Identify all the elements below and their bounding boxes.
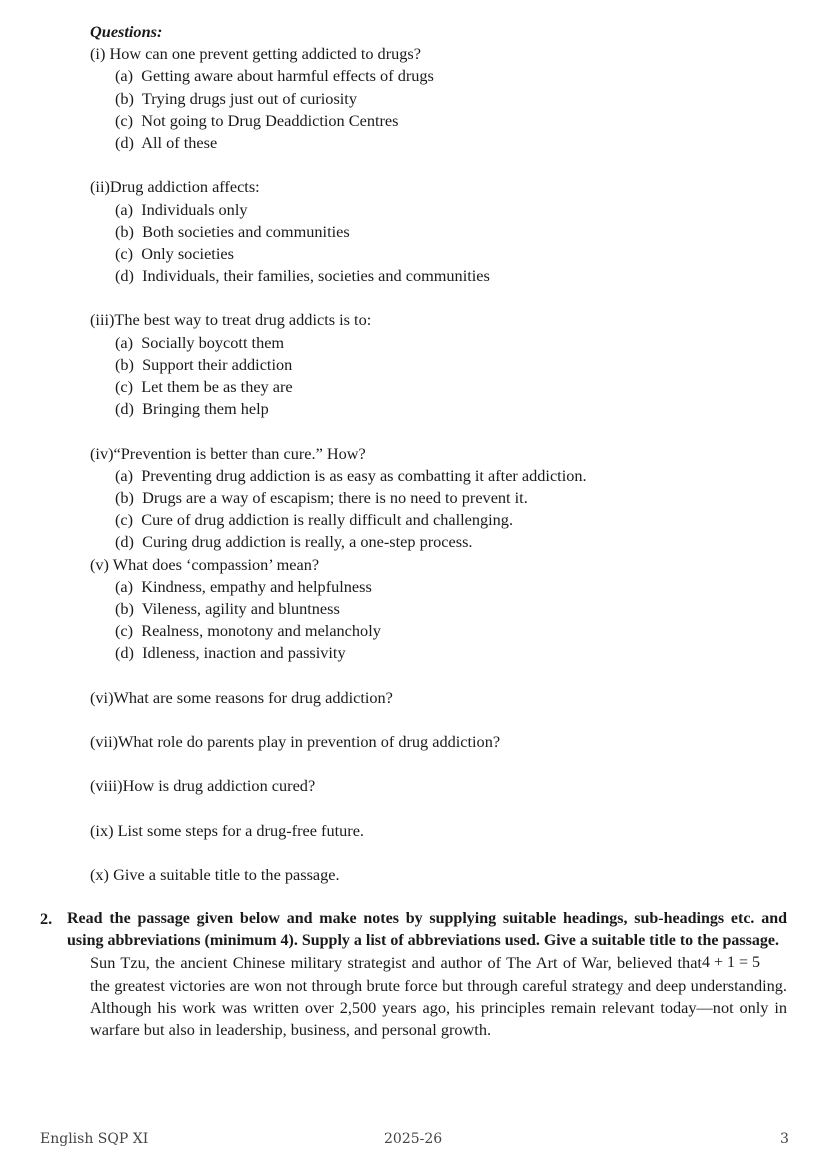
question-instruction <box>67 908 787 972</box>
option: (a) Kindness, empathy and helpfulness <box>115 576 372 596</box>
option: (c) Let them be as they are <box>115 377 293 396</box>
option: (a) Individuals only <box>115 199 248 219</box>
question-item <box>90 176 790 309</box>
spacer <box>90 154 790 176</box>
question-label: (x) <box>90 865 109 885</box>
question-item <box>90 309 790 442</box>
option: (a) Socially boycott them <box>115 332 285 352</box>
questions-heading: Questions: <box>90 22 163 41</box>
option: (c) Cure of drug addiction is really difficult and challenging. <box>115 510 514 530</box>
option: (d) Individuals, their families, societies and communities <box>115 266 490 286</box>
question-item <box>90 820 790 864</box>
question-line <box>90 43 790 65</box>
question-text: How is drug addiction cured? <box>122 776 316 796</box>
option: (a) Getting aware about harmful effects of drugs <box>115 66 434 86</box>
question-text: What role do parents play in prevention of drug addiction? <box>118 732 501 751</box>
question-item <box>90 731 790 775</box>
question-label: (ii) <box>90 177 110 197</box>
option: (b) Both societies and communities <box>115 221 350 241</box>
question-text: How can one prevent getting addicted to drugs? <box>109 44 421 64</box>
option: (d) All of these <box>115 132 218 152</box>
question-line <box>90 687 790 709</box>
question-label: (iv) <box>90 443 114 463</box>
spacer <box>90 798 790 820</box>
question-label: (v) <box>90 554 109 574</box>
option: (d) Idleness, inaction and passivity <box>115 643 346 663</box>
instruction-text: Read the passage given below and make notes by supplying suitable headings, sub-headings etc. and using abbreviations (minimum 4). Supply a list of abbreviations used. Give a suitable title to the passage. <box>67 910 787 950</box>
question-line <box>90 731 790 753</box>
option: (c) Only societies <box>115 243 234 263</box>
question-label: (vi) <box>90 687 114 707</box>
spacer <box>90 842 790 864</box>
question-item <box>90 43 790 176</box>
question-text: List some steps for a drug-free future. <box>117 820 364 840</box>
questions-section <box>90 21 790 886</box>
spacer <box>90 287 790 309</box>
question-item <box>90 775 790 819</box>
question-line <box>90 443 790 465</box>
question-item <box>90 443 790 554</box>
option: (b) Drugs are a way of escapism; there is no need to prevent it. <box>115 487 528 507</box>
footer-subject: English SQP XI <box>40 1131 149 1147</box>
spacer <box>90 709 790 731</box>
option: (d) Bringing them help <box>115 399 269 419</box>
question-number: 2. <box>40 909 53 928</box>
question-item <box>90 864 790 886</box>
option: (b) Support their addiction <box>115 354 293 374</box>
question-text: What does ‘compassion’ mean? <box>112 554 320 574</box>
question-line <box>90 864 790 886</box>
question-line <box>90 554 790 576</box>
question-item <box>90 687 790 731</box>
question-2 <box>40 908 787 1041</box>
spacer <box>90 664 790 686</box>
question-line <box>90 820 790 842</box>
spacer <box>90 420 790 442</box>
option: (d) Curing drug addiction is really, a one-step process. <box>115 532 473 552</box>
question-text: “Prevention is better than cure.” How? <box>113 443 366 463</box>
option: (c) Not going to Drug Deaddiction Centres <box>115 110 399 130</box>
marks: 4 + 1 = 5 <box>701 954 760 972</box>
question-label: (iii) <box>90 310 115 330</box>
option: (a) Preventing drug addiction is as easy as combatting it after addiction. <box>115 465 587 485</box>
question-text: Drug addiction affects: <box>109 177 260 197</box>
footer-session: 2025-26 <box>384 1131 443 1147</box>
question-text: The best way to treat drug addicts is to: <box>114 310 372 330</box>
page-number: 3 <box>780 1131 789 1147</box>
option: (b) Vileness, agility and bluntness <box>115 598 340 618</box>
question-text: Give a suitable title to the passage. <box>113 865 340 885</box>
question-label: (vii) <box>90 732 119 751</box>
option: (b) Trying drugs just out of curiosity <box>115 88 357 108</box>
question-line <box>90 309 790 331</box>
question-label: (ix) <box>90 820 114 840</box>
spacer <box>90 753 790 775</box>
question-line <box>90 775 790 797</box>
question-label: (viii) <box>90 776 123 796</box>
question-line <box>90 176 790 198</box>
question-label: (i) <box>90 44 106 64</box>
question-text: What are some reasons for drug addiction? <box>113 687 393 707</box>
passage: Sun Tzu, the ancient Chinese military strategist and author of The Art of War, believed that the greatest victories are won not through brute force but through careful strategy and deep understanding. Although his work was written over 2,500 years ago, his principles remain relevant today—not only in warfare but also in leadership, business, and personal growth. <box>90 953 787 1040</box>
option: (c) Realness, monotony and melancholy <box>115 621 381 641</box>
question-item <box>90 554 790 687</box>
